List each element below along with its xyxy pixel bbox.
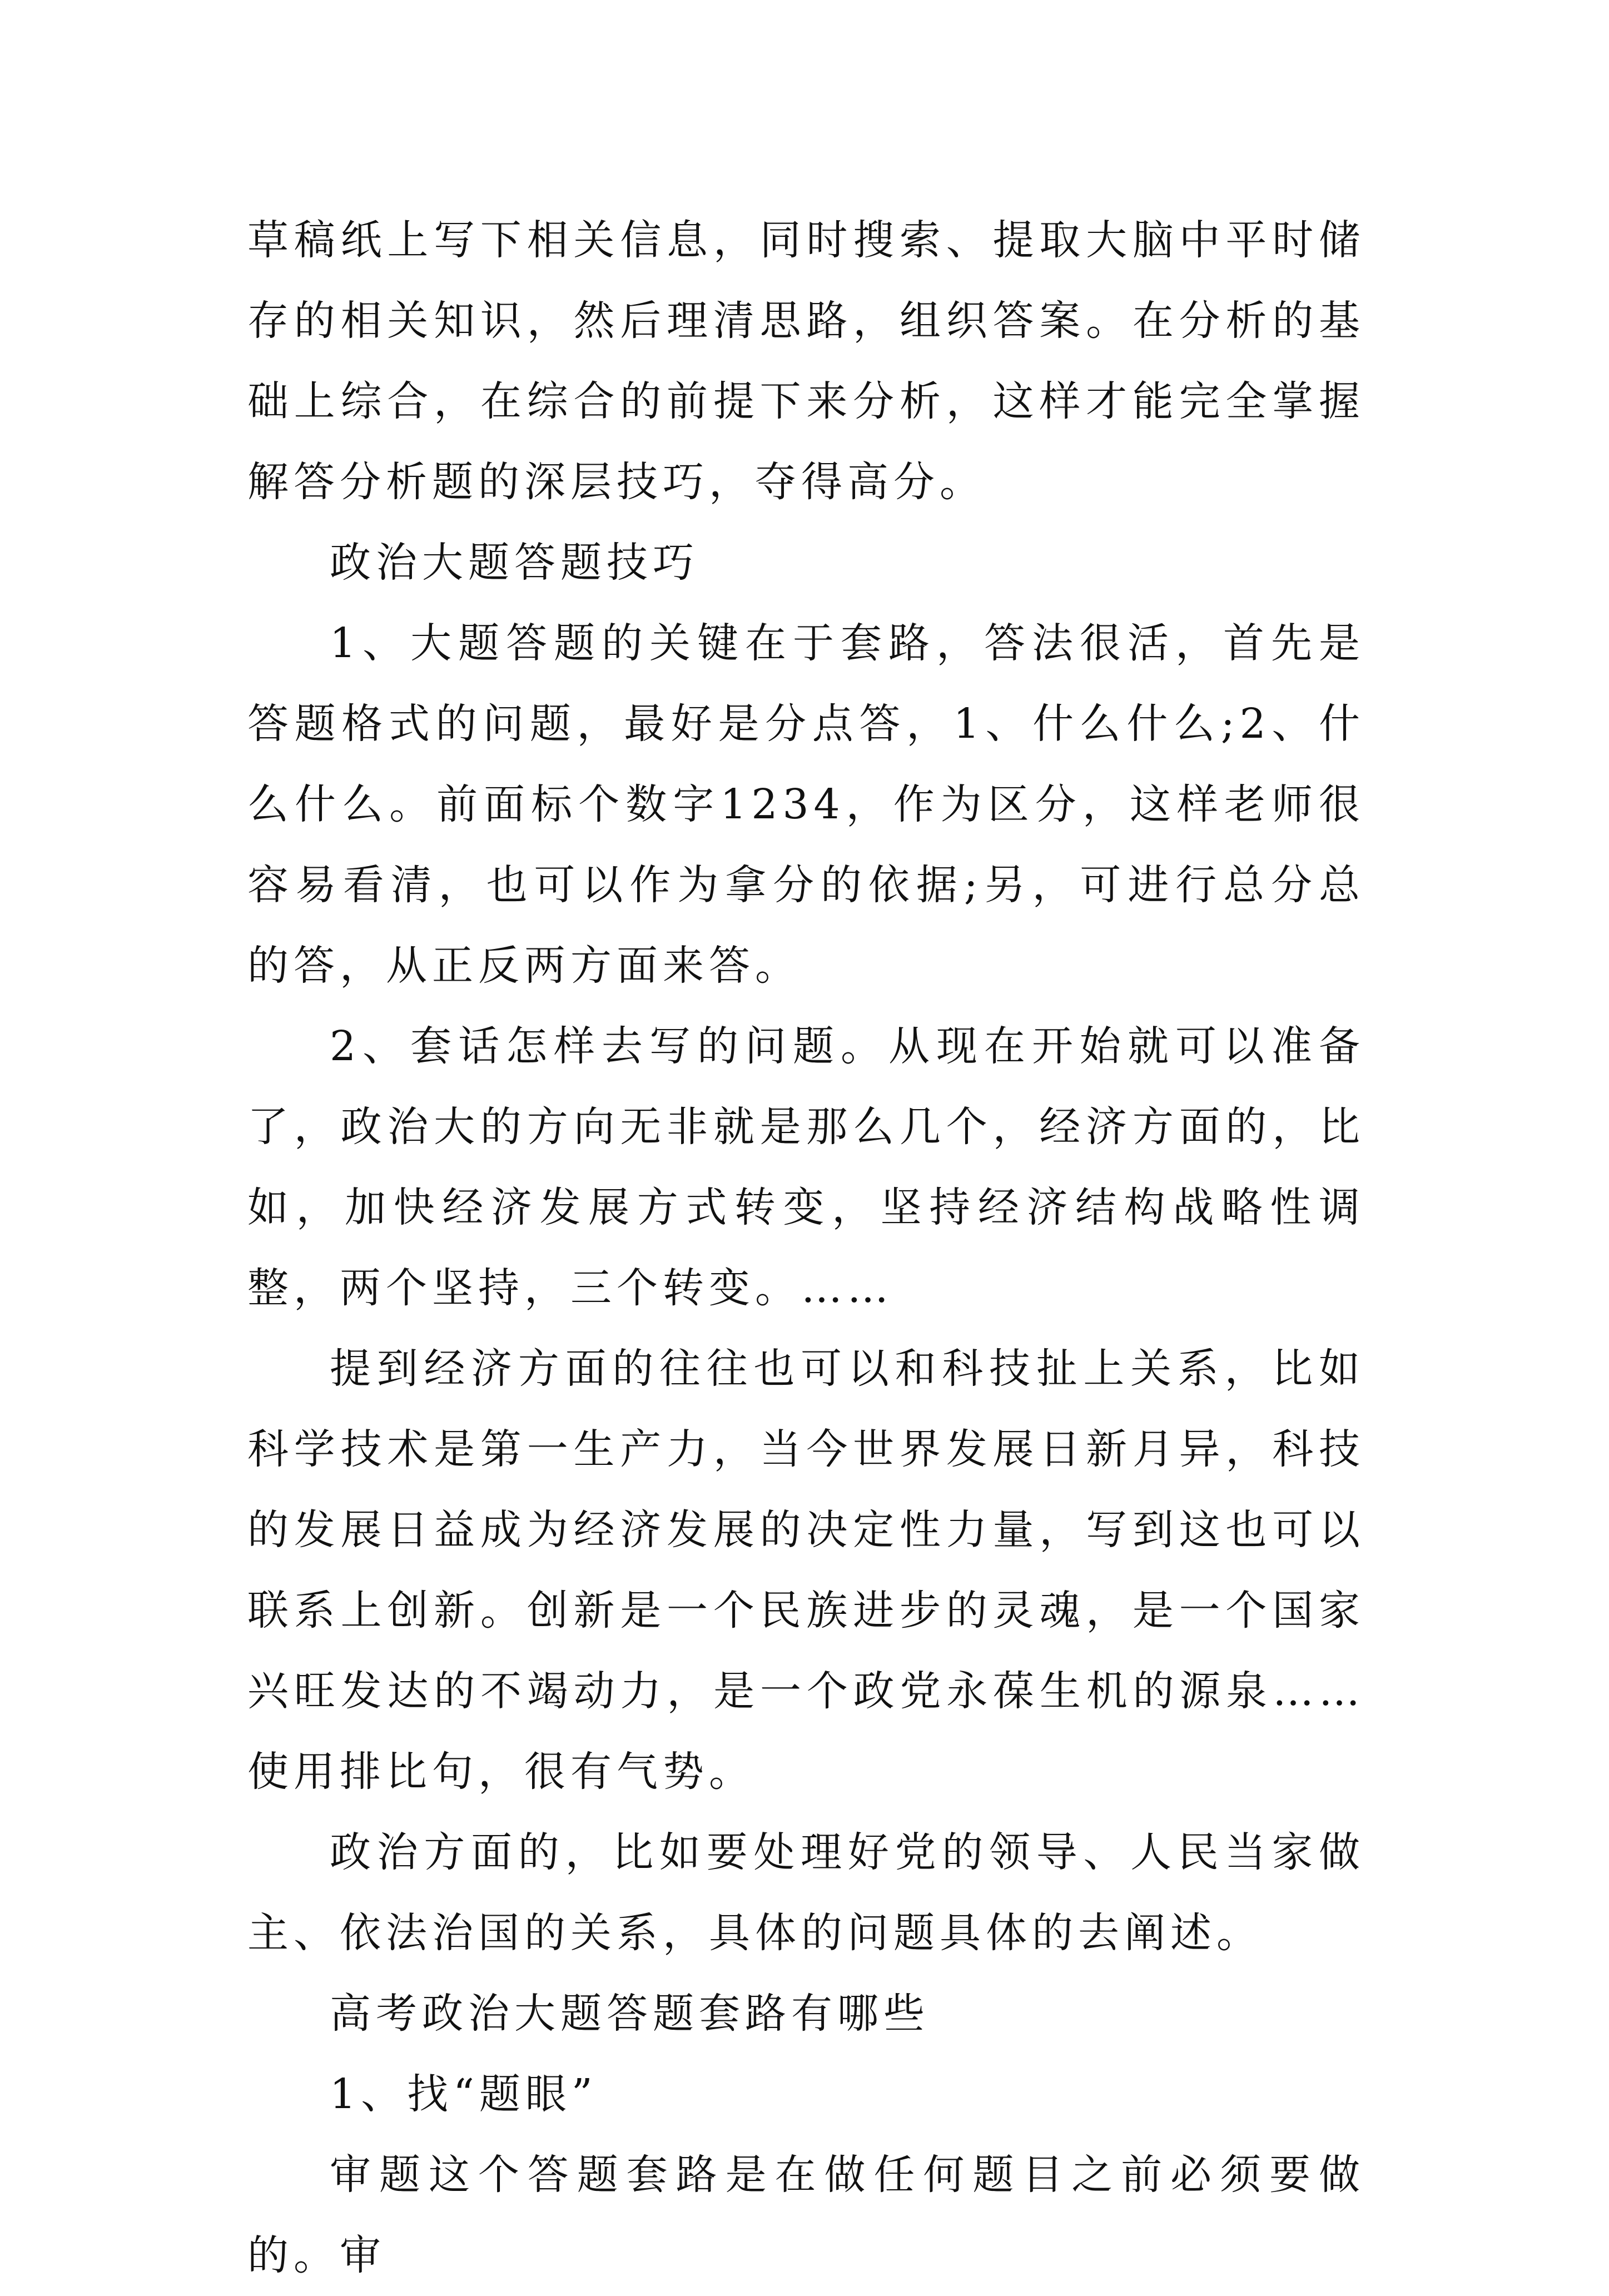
paragraph-continued: 草稿纸上写下相关信息，同时搜索、提取大脑中平时储存的相关知识，然后理清思路，组织答案。在分析的基础上综合，在综合的前提下来分析，这样才能完全掌握解答分析题的深层技巧，夺得高分。 [247, 216, 1365, 506]
paragraph-review-question: 审题这个答题套路是在做任何题目之前必须要做的。审 [247, 2151, 1365, 2279]
document-body [247, 200, 1365, 2296]
paragraph-economy-tech: 提到经济方面的往往也可以和科技扯上关系，比如科学技术是第一生产力，当今世界发展日新月异，科技的发展日益成为经济发展的决定性力量，写到这也可以联系上创新。创新是一个民族进步的灵魂，是一个国家兴旺发达的不竭动力，是一个政党永葆生机的源泉……使用排比句，很有气势。 [247, 1345, 1365, 1796]
paragraph-tip-1: 1、大题答题的关键在于套路，答法很活，首先是答题格式的问题，最好是分点答，1、什么什么;2、什么什么。前面标个数字1234，作为区分，这样老师很容易看清，也可以作为拿分的依据;另，可进行总分总的答，从正反两方面来答。 [247, 619, 1365, 990]
section-heading-answer-tips: 政治大题答题技巧 [330, 539, 699, 587]
paragraph-politics: 政治方面的，比如要处理好党的领导、人民当家做主、依法治国的关系，具体的问题具体的去阐述。 [247, 1828, 1365, 1957]
section-heading-routines: 高考政治大题答题套路有哪些 [330, 1990, 930, 2037]
paragraph-tip-2: 2、套话怎样去写的问题。从现在开始就可以准备了，政治大的方向无非就是那么几个，经济方面的，比如，加快经济发展方式转变，坚持经济结构战略性调整，两个坚持，三个转变。…… [247, 1022, 1365, 1312]
subheading-find-key: 1、找“题眼” [330, 2070, 598, 2118]
